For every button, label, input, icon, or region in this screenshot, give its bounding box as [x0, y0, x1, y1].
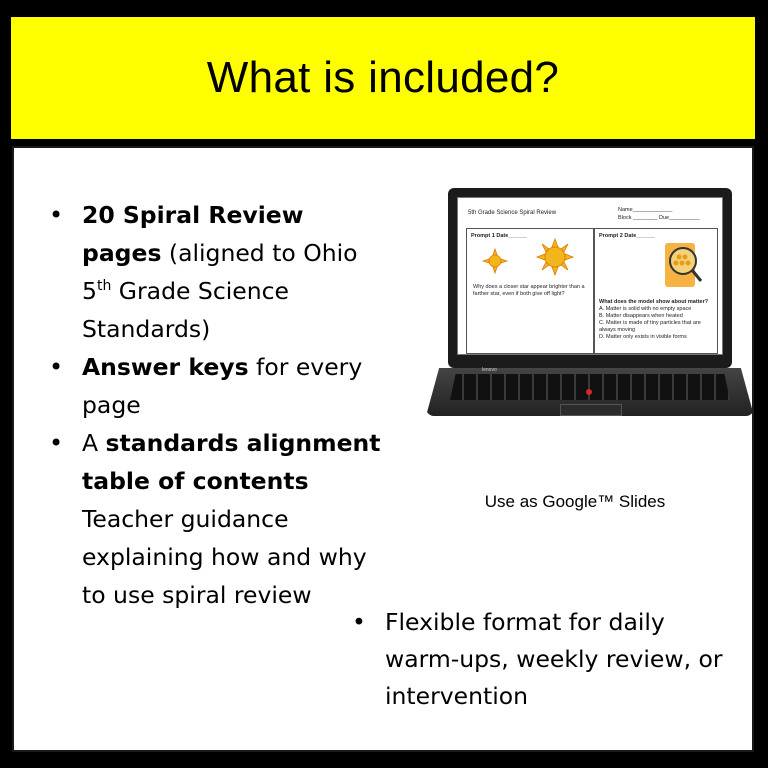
list-item: • Answer keys for every page	[42, 348, 382, 424]
bullet-bold-text: Answer keys	[82, 353, 249, 381]
bullet-bold-text: 20 Spiral Review pages	[82, 201, 304, 267]
bullet-bold-text: standards alignment table of contents	[82, 429, 381, 495]
laptop-screen: 5th Grade Science Spiral Review Name_____________ Block ________ Due__________ Prompt 1 Date______ Why does a closer star appear brighter than a farther star, even if both give off light? Prompt 2 Date______ What does the model show about matter? A. Matter is solid with no empty space B. Matter disappears when heated C. Matter is made of tiny particles that are always moving D. Matter only exists in visible forms	[457, 197, 723, 355]
sun-icon	[467, 235, 595, 285]
title-banner	[11, 17, 755, 139]
laptop-image: 5th Grade Science Spiral Review Name_____________ Block ________ Due__________ Prompt 1 Date______ Why does a closer star appear brighter than a farther star, even if both give off light? Prompt 2 Date______ What does the model show about matter? A. Matter is solid with no empty space B. Matter disappears when heated C. Matter is made of tiny particles that are always moving D. Matter only exists in visible forms lenovo	[420, 184, 760, 432]
list-item-flexible-format: • Flexible format for daily warm-ups, weekly review, or intervention	[345, 604, 740, 715]
keyboard	[450, 374, 730, 400]
included-list	[42, 196, 382, 614]
prompt-1-box: Prompt 1 Date______ Why does a closer star appear brighter than a farther star, even if both give off light?	[466, 228, 594, 354]
list-item: • 20 Spiral Review pages (aligned to Ohio 5th Grade Science Standards)	[42, 196, 382, 348]
list-item: • A standards alignment table of contents Teacher guidance explaining how and why to use spiral review	[42, 424, 382, 614]
laptop-bezel	[448, 188, 732, 368]
caption: Use as Google™ Slides	[484, 492, 666, 511]
prompt-2-box: Prompt 2 Date______ What does the model show about matter? A. Matter is solid with no empty space B. Matter disappears when heated C. Matter is made of tiny particles that are always moving D. Matter only exists in visible forms	[594, 228, 718, 354]
page-title: What is included?	[206, 53, 560, 102]
touchpad	[560, 404, 622, 416]
trackpoint	[586, 389, 592, 395]
magnifying-glass-icon	[595, 237, 719, 297]
